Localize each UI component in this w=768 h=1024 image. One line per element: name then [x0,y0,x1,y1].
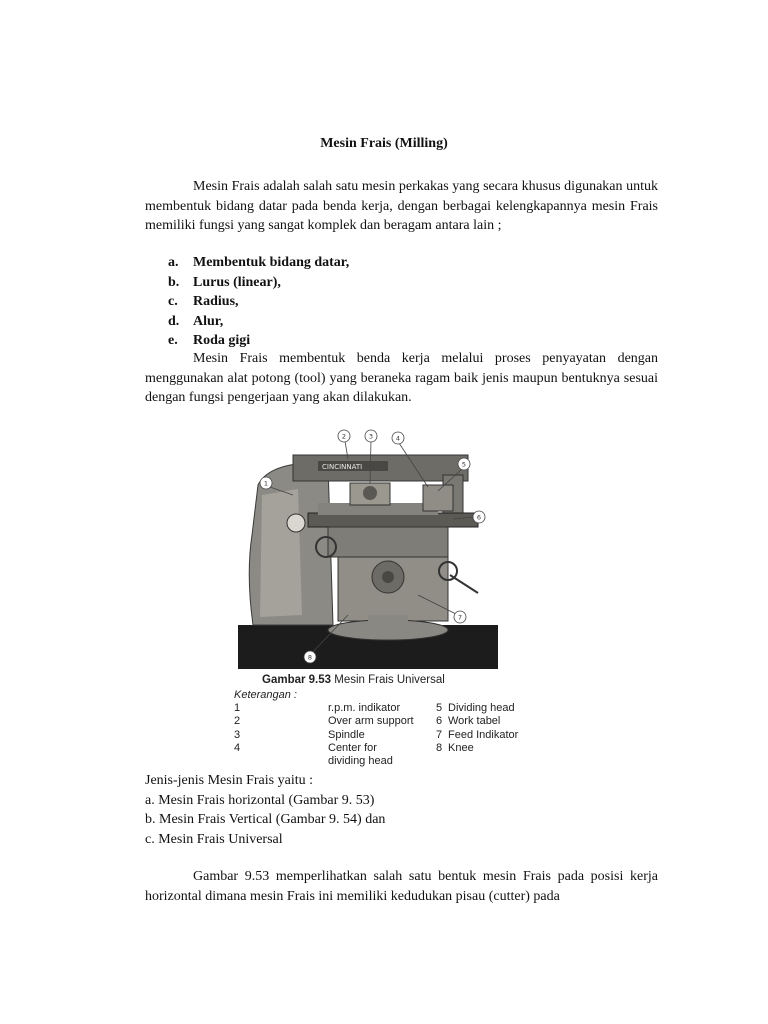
legend-text: Spindle [328,728,365,741]
list-label: Lurus (linear), [193,274,281,290]
list-marker: a. [168,255,179,270]
function-list [168,253,349,351]
list-label: Radius, [193,294,239,310]
legend-title: Keterangan : [234,689,297,701]
callout-3: 3 [368,432,374,441]
legend-num: 5 [436,702,443,715]
legend-text [448,755,558,768]
legend-text: dividing head [328,755,393,768]
process-paragraph [145,349,658,408]
list-label: Membentuk bidang datar, [193,255,350,270]
callout-1: 1 [263,479,269,488]
milling-machine-figure [238,425,498,669]
list-item: a. Mesin Frais horizontal (Gambar 9. 53) [145,792,375,808]
legend-num: 7 [436,728,443,741]
list-item [168,273,349,293]
legend-num: 1 [234,702,241,715]
closing-paragraph [145,867,658,906]
process-text: Mesin Frais membentuk benda kerja melalui proses penyayatan dengan menggunakan alat potong (tool) yang beraneka ragam baik jenis maupun bentuknya sesuai dengan fungsi pengerjaan yang akan dilakukan. [145,351,658,406]
list-item: c. Mesin Frais Universal [145,831,283,847]
closing-text: Gambar 9.53 memperlihatkan salah satu bentuk mesin Frais pada posisi kerja horizontal dimana mesin Frais ini memiliki kedudukan pisau (cutter) pada [145,869,658,904]
callout-7: 7 [457,613,463,622]
legend-text: Dividing head [448,702,515,715]
list-item [168,292,349,312]
figure-caption-label: Gambar 9.53 [262,674,332,686]
legend-num [436,755,448,768]
legend-num: 6 [436,715,443,728]
list-label: Alur, [193,313,224,329]
types-section [145,771,385,849]
milling-machine-image [238,425,498,669]
page-title: Mesin Frais (Milling) [320,136,448,151]
legend-num [234,755,328,768]
callout-6: 6 [476,513,482,522]
legend-num: 4 [234,741,241,754]
intro-paragraph [145,177,658,236]
list-marker: e. [168,333,178,349]
types-heading: Jenis-jenis Mesin Frais yaitu : [145,773,313,788]
figure-caption-text: Mesin Frais Universal [334,674,445,686]
machine-brand-label: CINCINNATI [322,463,363,471]
list-marker: d. [168,313,180,329]
callout-8: 8 [307,653,313,662]
figure-legend [234,689,558,768]
list-item [168,312,349,332]
legend-text: Center for [328,741,377,754]
legend-text: Over arm support [328,715,414,728]
legend-grid [234,702,558,768]
legend-text: r.p.m. indikator [328,702,401,715]
legend-text: Work tabel [448,715,501,728]
legend-num: 8 [436,741,443,754]
legend-text: Knee [448,741,474,754]
list-item: b. Mesin Frais Vertical (Gambar 9. 54) dan [145,812,386,828]
figure-caption [262,674,445,686]
legend-text: Feed Indikator [448,728,519,741]
list-marker: b. [168,274,180,290]
list-item [168,253,349,273]
list-marker: c. [168,294,178,310]
legend-num: 3 [234,728,241,741]
callout-4: 4 [395,434,401,443]
intro-text: Mesin Frais adalah salah satu mesin perkakas yang secara khusus digunakan untuk membentuk bidang datar pada benda kerja, dengan berbagai kelengkapannya mesin Frais memiliki fungsi yang sangat komplek dan beragam antara lain ; [145,179,658,234]
callout-2: 2 [341,432,347,441]
callout-5: 5 [461,460,467,469]
list-label: Roda gigi [193,333,251,349]
legend-num: 2 [234,715,241,728]
